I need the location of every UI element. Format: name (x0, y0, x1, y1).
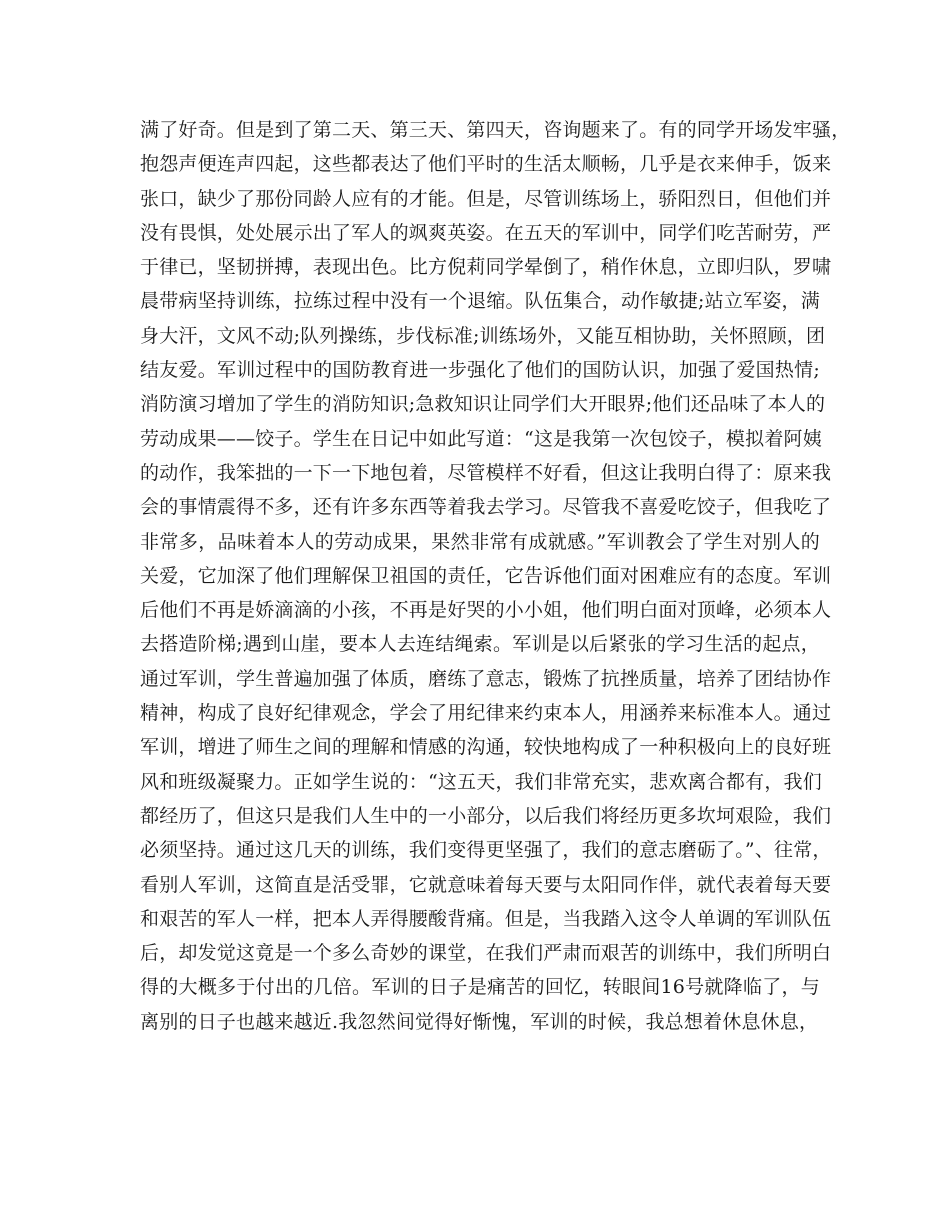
text-line: 身大汗，文风不动;队列操练，步伐标准;训练场外，又能互相协助，关怀照顾，团 (140, 324, 826, 347)
text-line: 后他们不再是娇滴滴的小孩，不再是好哭的小小姐，他们明白面对顶峰，必须本人 (140, 599, 832, 622)
text-line: 通过军训，学生普遍加强了体质，磨练了意志，锻炼了抗挫质量，培养了团结协作 (140, 667, 832, 690)
text-line: 军训，增进了师生之间的理解和情感的沟通，较快地构成了一种积极向上的良好班 (140, 736, 832, 759)
text-line: 风和班级凝聚力。正如学生说的：“这五天，我们非常充实，悲欢离合都有，我们 (140, 770, 822, 793)
text-line: 抱怨声便连声四起，这些都表达了他们平时的生活太顺畅，几乎是衣来伸手，饭来 (140, 153, 832, 176)
text-line: 张口，缺少了那份同龄人应有的才能。但是，尽管训练场上，骄阳烈日，但他们并 (140, 187, 832, 210)
text-line: 会的事情震得不多，还有许多东西等着我去学习。尽管我不喜爱吃饺子，但我吃了 (140, 496, 832, 519)
text-line: 精神，构成了良好纪律观念，学会了用纪律来约束本人，用涵养来标准本人。通过 (140, 702, 832, 725)
text-line: 结友爱。军训过程中的国防教育进一步强化了他们的国防认识，加强了爱国热情; (140, 359, 820, 382)
text-line: 满了好奇。但是到了第二天、第三天、第四天，咨询题来了。有的同学开场发牢骚， (140, 119, 851, 141)
text-line: 都经历了，但这只是我们人生中的一小部分，以后我们将经历更多坎坷艰险，我们 (140, 804, 832, 827)
text-line: 和艰苦的军人一样，把本人弄得腰酸背痛。但是，当我踏入这令人单调的军训队伍 (140, 907, 832, 930)
text-line: 得的大概多于付出的几倍。军训的日子是痛苦的回忆，转眼间16号就降临了，与 (140, 976, 820, 999)
text-line: 劳动成果——饺子。学生在日记中如此写道：“这是我第一次包饺子，模拟着阿姨 (140, 427, 822, 450)
body-text (140, 113, 851, 1039)
text-line: 后，却发觉这竟是一个多么奇妙的课堂，在我们严肃而艰苦的训练中，我们所明白 (140, 942, 832, 965)
text-line: 必须坚持。通过这几天的训练，我们变得更坚强了，我们的意志磨砺了。”、往常， (140, 839, 832, 862)
text-line: 消防演习增加了学生的消防知识;急救知识让同学们大开眼界;他们还品味了本人的 (140, 393, 826, 416)
text-line: 于律已，坚韧拼搏，表现出色。比方倪莉同学晕倒了，稍作休息，立即归队，罗啸 (140, 256, 832, 279)
text-line: 去搭造阶梯;遇到山崖，要本人去连结绳索。军训是以后紧张的学习生活的起点， (140, 633, 820, 656)
text-line: 离别的日子也越来越近.我忽然间觉得好惭愧，军训的时候，我总想着休息休息， (140, 1010, 819, 1033)
text-line: 没有畏惧，处处展示出了军人的飒爽英姿。在五天的军训中，同学们吃苦耐劳，严 (140, 221, 832, 244)
text-line: 的动作，我笨拙的一下一下地包着，尽管模样不好看，但这让我明白得了：原来我 (140, 461, 832, 484)
text-line: 关爱，它加深了他们理解保卫祖国的责任，它告诉他们面对困难应有的态度。军训 (140, 564, 832, 587)
text-line: 看别人军训，这简直是活受罪，它就意味着每天要与太阳同作伴，就代表着每天要 (140, 873, 832, 896)
text-line: 非常多，品味着本人的劳动成果，果然非常有成就感。”军训教会了学生对别人的 (140, 530, 820, 553)
text-line: 晨带病坚持训练，拉练过程中没有一个退缩。队伍集合，动作敏捷;站立军姿，满 (140, 290, 820, 313)
